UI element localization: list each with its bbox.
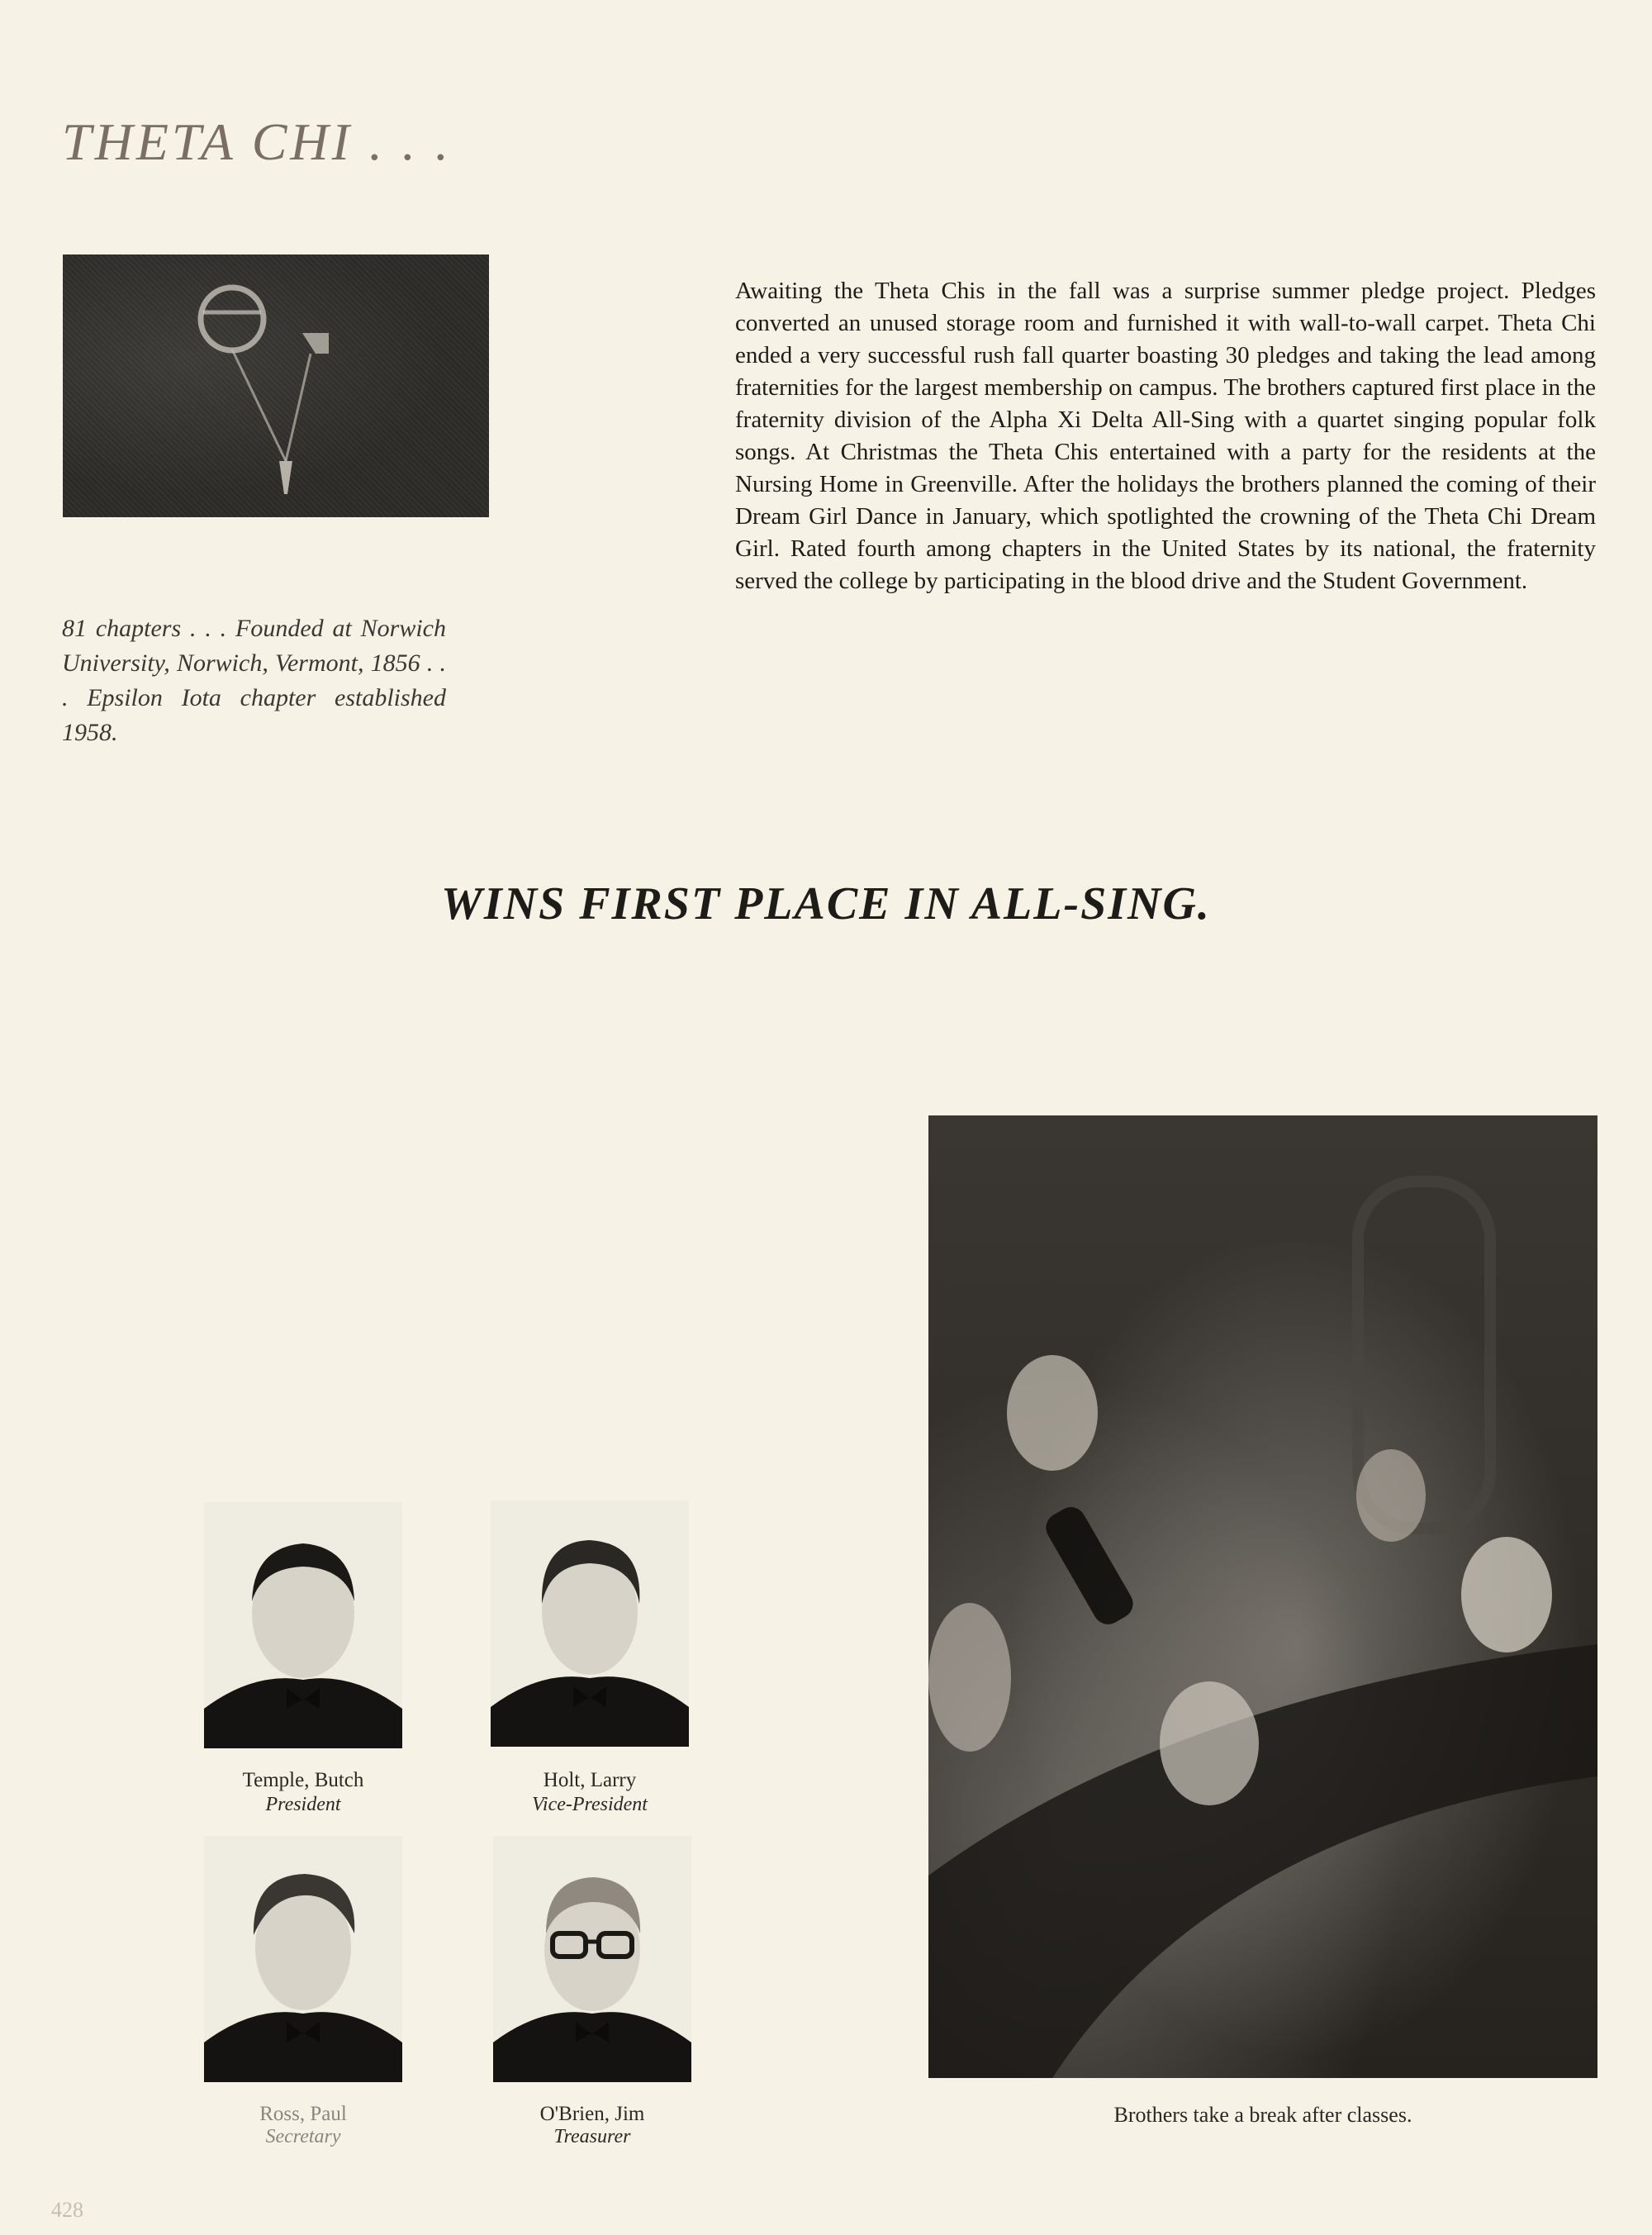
fraternity-pin-photo — [63, 254, 489, 517]
article-body: Awaiting the Theta Chis in the fall was a surprise summer pledge project. Pledges converted an unused storage room and furnished it with wall-to-wall carpet. Theta Chi ended a very successful rush fall quarter boasting 30 pledges and taking the lead among fraternities for the largest membership on campus. The brothers captured first place in the fraternity division of the Alpha Xi Delta All-Sing with a quartet singing popular folk songs. At Christmas the Theta Chis entertained with a party for the residents at the Nursing Home in Greenville. After the holidays the brothers planned the coming of their Dream Girl Dance in January, which spotlighted the crowning of the Theta Chi Dream Girl. Rated fourth among chapters in the United States by its national, the fraternity served the college by participating in the blood drive and the Student Government. — [735, 278, 1596, 594]
officer-name: Ross, Paul — [259, 2103, 347, 2125]
officer-portrait-secretary — [204, 1836, 402, 2082]
officer-name: O'Brien, Jim — [539, 2103, 645, 2125]
officer-name: Holt, Larry — [543, 1769, 637, 1791]
group-photo — [928, 1115, 1597, 2078]
officer-title: President — [265, 1794, 341, 1815]
chapter-history-caption: 81 chapters . . . Founded at Norwich University, Norwich, Vermont, 1856 . . . Epsilon Iota chapter established 1958. — [62, 615, 446, 746]
section-subheading: WINS FIRST PLACE IN ALL-SING. — [441, 878, 1211, 930]
photo-caption: Brothers take a break after classes. — [1113, 2103, 1412, 2127]
officer-portrait-president — [204, 1502, 402, 1748]
officer-title: Treasurer — [553, 2126, 631, 2147]
officer-portrait-treasurer — [493, 1836, 691, 2082]
page-number: 428 — [51, 2198, 83, 2222]
pin-icon — [63, 254, 489, 517]
page-title: THETA CHI . . . — [62, 112, 452, 171]
officer-title: Vice-President — [532, 1794, 648, 1815]
officer-title: Secretary — [265, 2126, 341, 2147]
officer-portrait-vice-president — [491, 1500, 689, 1747]
officer-name: Temple, Butch — [242, 1769, 364, 1791]
